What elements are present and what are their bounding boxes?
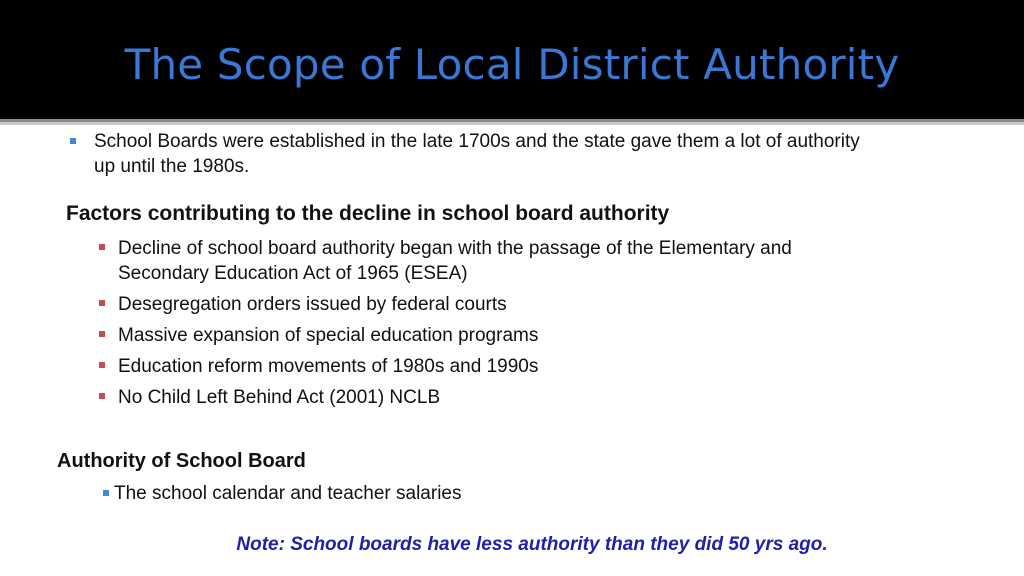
title-divider-shadow (0, 122, 1024, 125)
bullet-icon (99, 362, 105, 368)
factor-item-5: No Child Left Behind Act (2001) NCLB (118, 387, 441, 408)
factor-item-1-line-2: Secondary Education Act of 1965 (ESEA) (118, 263, 468, 284)
bullet-icon (70, 138, 76, 144)
factor-item-2: Desegregation orders issued by federal courts (118, 294, 507, 315)
bullet-icon (99, 331, 105, 337)
authority-item-1: The school calendar and teacher salaries (114, 483, 462, 504)
factors-heading: Factors contributing to the decline in school board authority (66, 202, 670, 225)
note-text: Note: School boards have less authority than they did 50 yrs ago. (236, 534, 828, 555)
intro-bullet-line-2: up until the 1980s. (94, 156, 250, 177)
bullet-icon (103, 490, 109, 496)
bullet-icon (99, 244, 105, 250)
bullet-icon (99, 393, 105, 399)
factor-item-1-line-1: Decline of school board authority began with the passage of the Elementary and (118, 238, 792, 259)
slide-title: The Scope of Local District Authority (124, 40, 900, 89)
authority-heading: Authority of School Board (57, 450, 306, 472)
factor-item-3: Massive expansion of special education programs (118, 325, 539, 346)
factor-item-4: Education reform movements of 1980s and 1990s (118, 356, 539, 377)
bullet-icon (99, 300, 105, 306)
intro-bullet-line-1: School Boards were established in the late 1700s and the state gave them a lot of authority (94, 131, 860, 152)
